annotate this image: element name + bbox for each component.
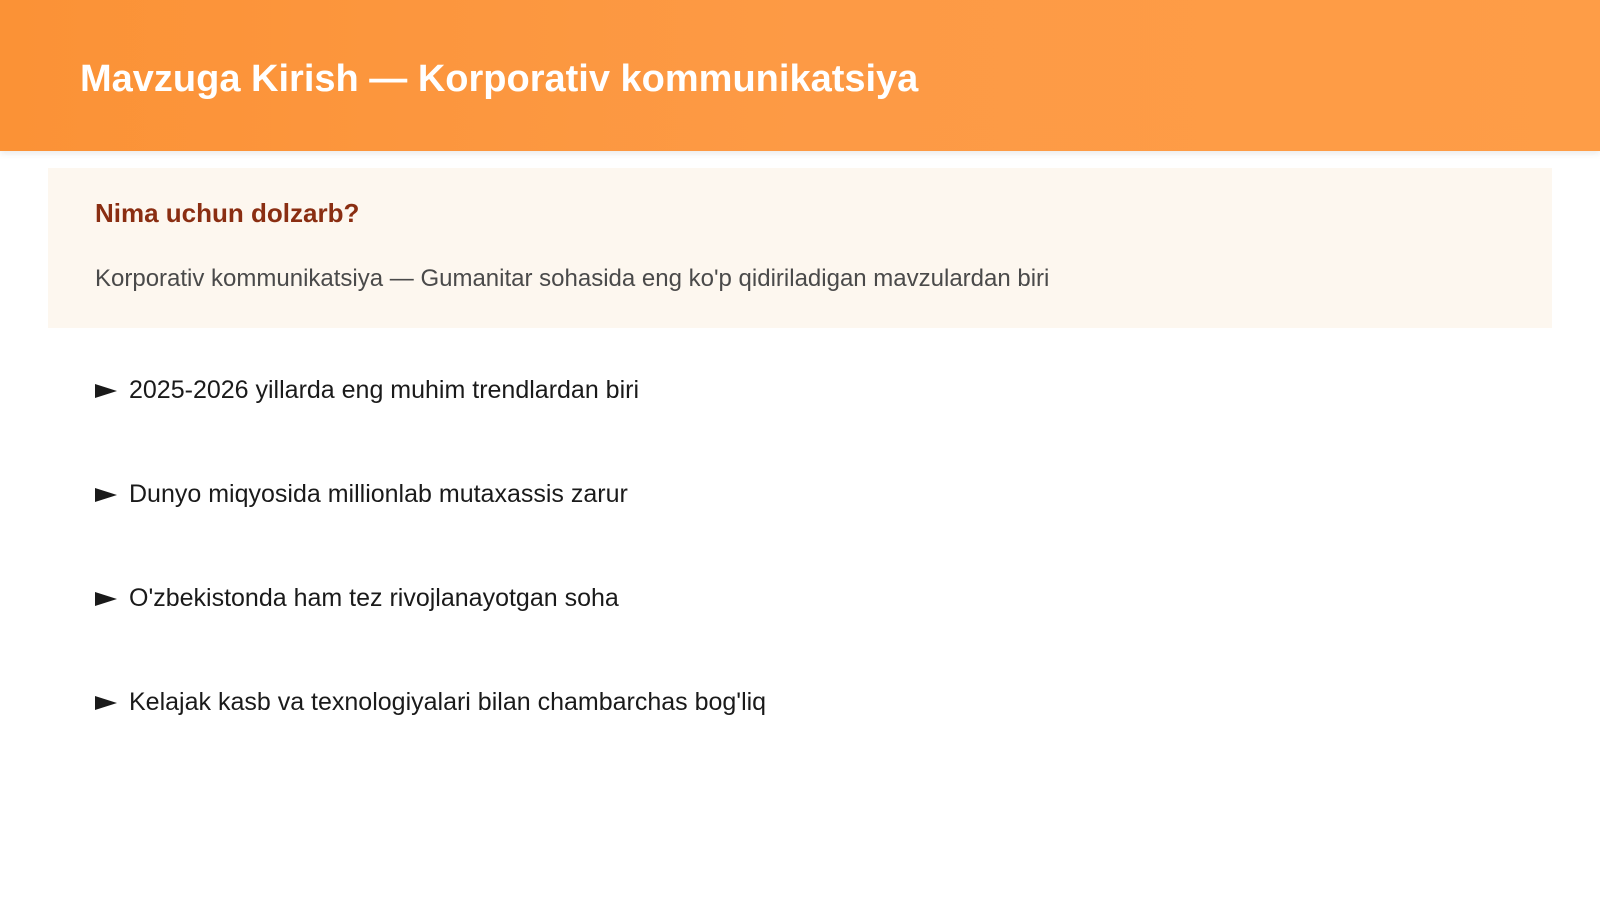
intro-heading: Nima uchun dolzarb?: [95, 198, 360, 228]
play-triangle-icon: [95, 384, 117, 398]
slide-title: Mavzuga Kirish — Korporativ kommunikatsiya: [80, 58, 919, 100]
play-triangle-icon: [95, 696, 117, 710]
bullet-list: [95, 372, 766, 788]
bullet-item: [95, 580, 766, 616]
intro-text: Korporativ kommunikatsiya — Gumanitar sohasida eng ko'p qidiriladigan mavzulardan biri: [95, 265, 1050, 292]
bullet-text: 2025-2026 yillarda eng muhim trendlardan biri: [129, 376, 640, 404]
intro-callout: [48, 168, 1552, 328]
slide-header: [0, 0, 1600, 151]
bullet-text: O'zbekistonda ham tez rivojlanayotgan soha: [129, 584, 619, 612]
bullet-item: [95, 684, 766, 720]
bullet-text: Dunyo miqyosida millionlab mutaxassis zarur: [129, 480, 628, 508]
bullet-item: [95, 372, 766, 408]
bullet-text: Kelajak kasb va texnologiyalari bilan chambarchas bog'liq: [129, 688, 767, 716]
play-triangle-icon: [95, 592, 117, 606]
bullet-item: [95, 476, 766, 512]
play-triangle-icon: [95, 488, 117, 502]
